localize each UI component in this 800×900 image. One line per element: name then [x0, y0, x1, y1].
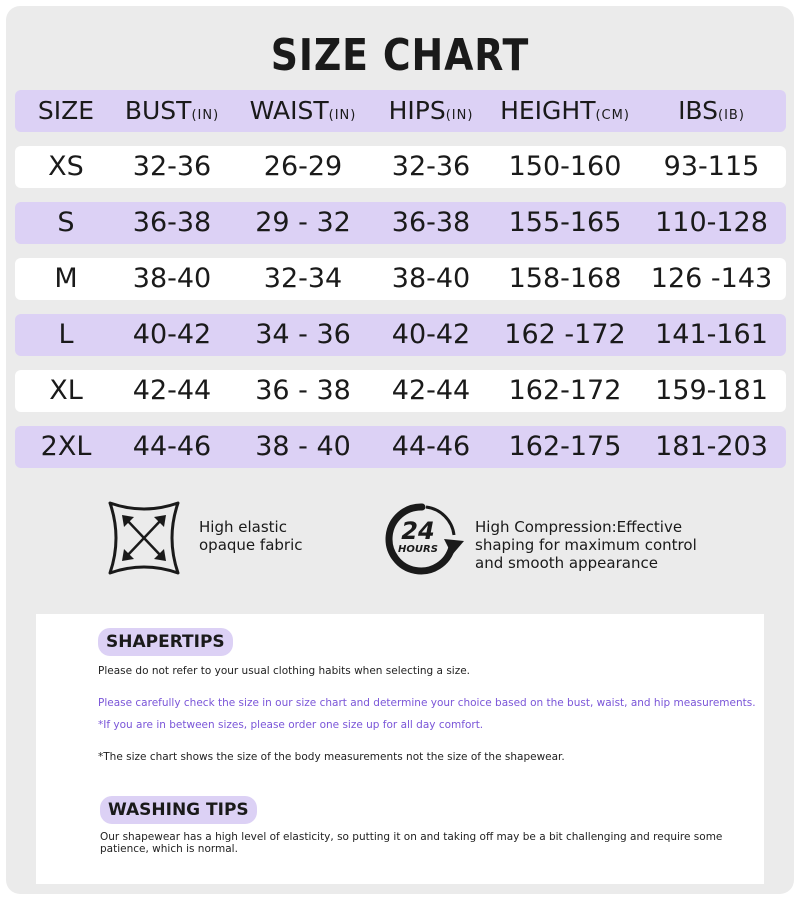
waist-cell: 26-29: [263, 151, 343, 182]
height-cell: 150-160: [508, 151, 622, 182]
ibs-cell: 110-128: [655, 207, 768, 238]
ibs-cell: 181-203: [655, 431, 768, 462]
elastic-feature-text: [199, 518, 303, 554]
waist-cell: 36 - 38: [255, 375, 351, 406]
table-row: [15, 202, 786, 244]
badge-number: 24: [401, 517, 435, 545]
header-waist: WAIST(IN): [249, 96, 357, 125]
bust-cell: 32-36: [132, 151, 212, 182]
table-row: [15, 370, 786, 412]
height-cell: 162 -172: [504, 319, 626, 350]
compression-line-2: shaping for maximum control: [475, 536, 697, 554]
bust-cell: 40-42: [132, 319, 212, 350]
compression-line-3: and smooth appearance: [475, 554, 658, 572]
stretch-fabric-icon: [104, 499, 184, 577]
size-cell: XS: [48, 151, 84, 182]
shapertips-heading: SHAPERTIPS: [98, 628, 233, 656]
ibs-cell: 141-161: [655, 319, 768, 350]
table-header-row: [15, 90, 786, 132]
page-title: SIZE CHART: [270, 30, 530, 81]
washing-tips-heading: WASHING TIPS: [100, 796, 257, 824]
header-height: HEIGHT(CM): [500, 96, 630, 125]
hips-cell: 40-42: [391, 319, 471, 350]
bust-cell: 42-44: [132, 375, 212, 406]
waist-cell: 32-34: [263, 263, 343, 294]
header-hips: HIPS(IN): [388, 96, 474, 125]
size-cell: XL: [49, 375, 83, 406]
bust-cell: 36-38: [132, 207, 212, 238]
table-row: [15, 258, 786, 300]
size-cell: 2XL: [40, 431, 92, 462]
ibs-cell: 93-115: [663, 151, 760, 182]
elastic-line-2: opaque fabric: [199, 536, 303, 554]
header-bust: BUST(IN): [124, 96, 220, 125]
size-cell: M: [54, 263, 78, 294]
waist-cell: 29 - 32: [255, 207, 351, 238]
hips-cell: 36-38: [391, 207, 471, 238]
size-cell: S: [57, 207, 75, 238]
header-size: SIZE: [37, 96, 95, 125]
height-cell: 158-168: [508, 263, 622, 294]
hips-cell: 42-44: [391, 375, 471, 406]
header-ibs: IBS(IB): [678, 96, 745, 125]
waist-cell: 38 - 40: [255, 431, 351, 462]
height-cell: 162-172: [508, 375, 622, 406]
hips-cell: 32-36: [391, 151, 471, 182]
ibs-cell: 126 -143: [650, 263, 773, 294]
shapertip-2: Please carefully check the size in our size chart and determine your choice based on the bust, waist, and hip measurements.: [98, 697, 756, 709]
shapertip-4: *The size chart shows the size of the body measurements not the size of the shapewear.: [98, 751, 565, 763]
shapertip-1: Please do not refer to your usual clothing habits when selecting a size.: [98, 665, 471, 677]
bust-cell: 38-40: [132, 263, 212, 294]
washing-tip-line-1: Our shapewear has a high level of elasticity, so putting it on and taking off may be a bit challenging and require some: [100, 831, 723, 843]
shapertip-3: *If you are in between sizes, please order one size up for all day comfort.: [98, 719, 484, 731]
bust-cell: 44-46: [132, 431, 212, 462]
height-cell: 162-175: [508, 431, 622, 462]
ibs-cell: 159-181: [655, 375, 768, 406]
compression-feature-text: [475, 518, 697, 572]
waist-cell: 34 - 36: [255, 319, 351, 350]
hips-cell: 44-46: [391, 431, 471, 462]
table-row: [15, 426, 786, 468]
elastic-line-1: High elastic: [199, 518, 287, 536]
badge-text: HOURS: [398, 544, 438, 555]
washing-tip-line-2: patience, which is normal.: [100, 843, 238, 855]
size-cell: L: [58, 319, 74, 350]
24-hours-icon: [382, 499, 466, 579]
hips-cell: 38-40: [391, 263, 471, 294]
tips-panel: [36, 614, 764, 884]
compression-line-1: High Compression:Effective: [475, 518, 683, 536]
height-cell: 155-165: [508, 207, 622, 238]
table-row: [15, 314, 786, 356]
table-row: [15, 146, 786, 188]
